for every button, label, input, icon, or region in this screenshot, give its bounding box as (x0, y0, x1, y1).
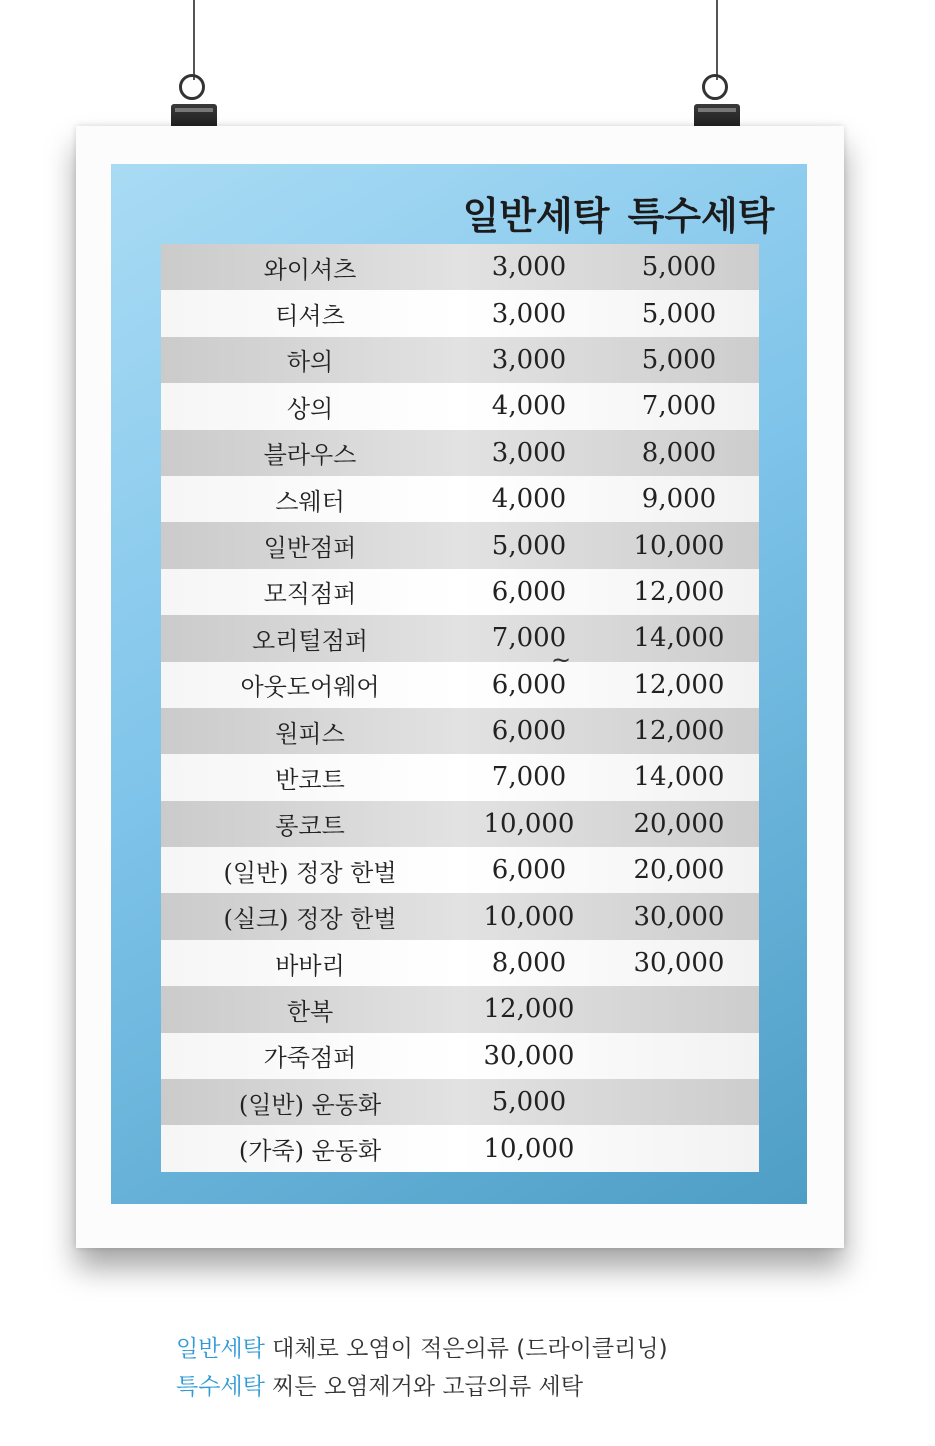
table-row (161, 708, 759, 754)
item-name: (일반) 정장 한벌 (223, 858, 397, 887)
item-name: 오리털점퍼 (252, 626, 368, 655)
hanging-wire-right (716, 0, 718, 80)
general-price: 6,000 (491, 716, 567, 747)
general-price: 3,000 (491, 298, 567, 329)
range-mark: ~ (551, 646, 572, 674)
item-name: 아웃도어웨어 (240, 673, 380, 702)
footer-text-special: 찌든 오염제거와 고급의류 세탁 (264, 1374, 583, 1400)
item-name: (가죽) 운동화 (238, 1137, 382, 1166)
general-price: 10,000 (483, 1133, 575, 1164)
special-price: 12,000 (633, 669, 725, 700)
footer-key-general: 일반세탁 (176, 1336, 265, 1362)
item-name: (실크) 정장 한벌 (223, 905, 397, 934)
table-row (161, 847, 759, 893)
table-row (161, 615, 759, 661)
item-name: 스웨터 (275, 487, 345, 516)
footer-notes (176, 1330, 668, 1406)
item-name: 반코트 (275, 765, 345, 794)
item-name: 블라우스 (263, 441, 357, 470)
special-price: 20,000 (633, 855, 725, 886)
price-panel (111, 164, 807, 1204)
general-price: 4,000 (491, 484, 567, 515)
general-price: 6,000 (491, 576, 567, 607)
header-general-wash: 일반세탁 (462, 193, 610, 238)
special-price: 30,000 (633, 901, 725, 932)
general-price: 6,000 (491, 669, 567, 700)
special-price: 12,000 (633, 716, 725, 747)
footer-key-special: 특수세탁 (176, 1374, 265, 1400)
item-name: 상의 (286, 394, 334, 423)
special-price: 12,000 (633, 576, 725, 607)
item-name: 티셔츠 (275, 302, 345, 331)
item-name: 롱코트 (275, 812, 345, 841)
special-price: 5,000 (641, 298, 717, 329)
item-name: 와이셔츠 (263, 255, 357, 284)
special-price: 7,000 (641, 391, 717, 422)
general-price: 3,000 (491, 344, 567, 375)
general-price: 4,000 (491, 391, 567, 422)
general-price: 12,000 (483, 994, 575, 1025)
table-row (161, 290, 759, 336)
footer-line-general (176, 1330, 668, 1368)
item-name: 가죽점퍼 (263, 1044, 357, 1073)
item-name: 바바리 (275, 951, 345, 980)
price-table (161, 244, 759, 1172)
general-price: 7,000 (491, 623, 567, 654)
general-price: 6,000 (491, 855, 567, 886)
table-row (161, 662, 759, 708)
table-row (161, 522, 759, 568)
table-row (161, 430, 759, 476)
item-name: 모직점퍼 (263, 580, 357, 609)
table-row (161, 1033, 759, 1079)
general-price: 8,000 (491, 948, 567, 979)
general-price: 3,000 (491, 437, 567, 468)
general-price: 30,000 (483, 1040, 575, 1071)
table-row (161, 383, 759, 429)
general-price: 5,000 (491, 1087, 567, 1118)
general-price: 5,000 (491, 530, 567, 561)
table-row (161, 337, 759, 383)
price-poster (76, 126, 844, 1248)
table-row (161, 1079, 759, 1125)
special-price: 14,000 (633, 762, 725, 793)
general-price: 7,000 (491, 762, 567, 793)
special-price: 30,000 (633, 948, 725, 979)
table-row (161, 569, 759, 615)
footer-text-general: 대체로 오염이 적은의류 (드라이클리닝) (264, 1336, 668, 1362)
special-price: 5,000 (641, 344, 717, 375)
table-row (161, 476, 759, 522)
special-price: 20,000 (633, 808, 725, 839)
general-price: 10,000 (483, 808, 575, 839)
item-name: 일반점퍼 (263, 534, 357, 563)
header-special-wash: 특수세탁 (627, 193, 775, 238)
table-row (161, 940, 759, 986)
table-row (161, 801, 759, 847)
special-price: 8,000 (641, 437, 717, 468)
item-name: 원피스 (275, 719, 345, 748)
footer-line-special (176, 1368, 668, 1406)
special-price: 9,000 (641, 484, 717, 515)
special-price: 14,000 (633, 623, 725, 654)
table-row (161, 244, 759, 290)
item-name: 하의 (286, 348, 334, 377)
hanging-wire-left (193, 0, 195, 80)
table-row (161, 754, 759, 800)
special-price: 10,000 (633, 530, 725, 561)
item-name: (일반) 운동화 (238, 1090, 382, 1119)
table-row (161, 986, 759, 1032)
general-price: 3,000 (491, 252, 567, 283)
special-price: 5,000 (641, 252, 717, 283)
item-name: 한복 (286, 997, 334, 1026)
table-row (161, 893, 759, 939)
general-price: 10,000 (483, 901, 575, 932)
table-row (161, 1125, 759, 1171)
